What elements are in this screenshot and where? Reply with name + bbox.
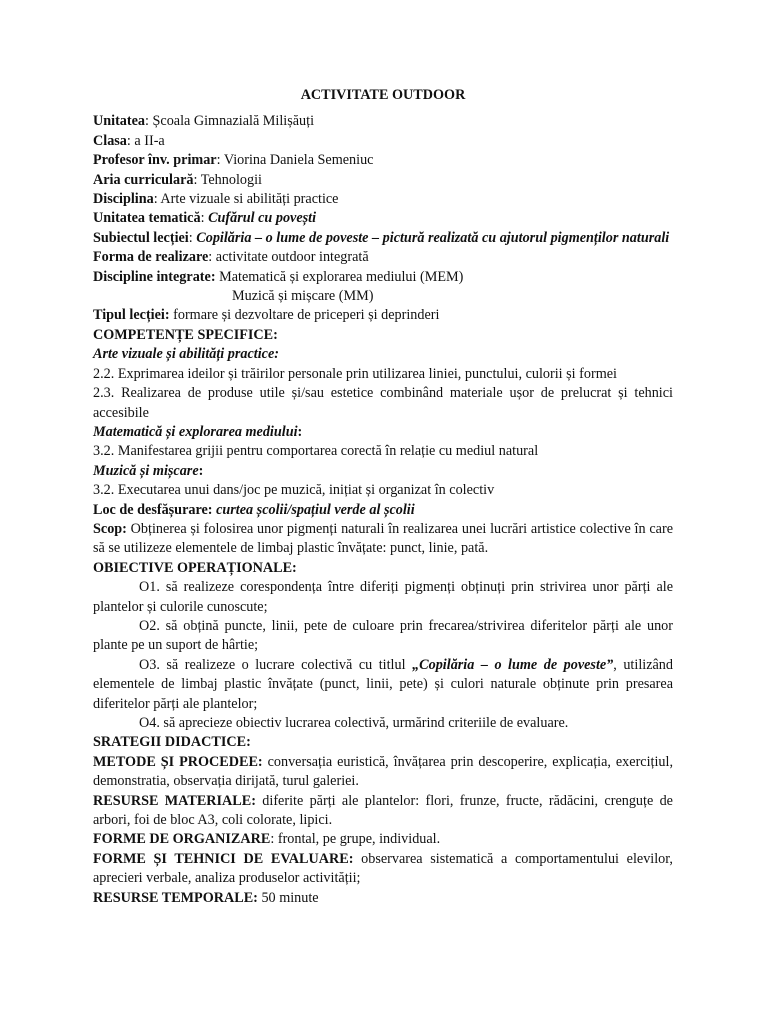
subheading-label: Matematică și explorarea mediului: [93, 423, 298, 440]
field-value: Copilăria – o lume de poveste – pictură realizată cu ajutorul pigmenților naturali: [196, 229, 670, 246]
field-value: : Arte vizuale si abilități practice: [153, 191, 339, 208]
field-metode: [93, 753, 673, 792]
subheading-colon: :: [297, 423, 303, 440]
subheading-mem: [93, 423, 673, 442]
subheading-mm: [93, 462, 673, 481]
field-value: conversația euristică, învățarea prin descoperire, explicația, exercițiul, demonstratia, observația dirijată, turul galeriei.: [93, 753, 673, 790]
field-label: Unitatea: [93, 113, 146, 130]
field-value: diferite părți ale plantelor: flori, frunze, fructe, rădăcini, crenguțe de arbori, foi de bloc A3, coli colorate, lipici.: [93, 792, 673, 829]
objective-text: O3. să realizeze o lucrare colectivă cu titlul: [139, 656, 413, 673]
competenta-3-2-mm: 3.2. Executarea unui dans/joc pe muzică, inițiat și organizat în colectiv: [93, 482, 495, 499]
field-profesor: [93, 151, 673, 170]
objective-o1: O1. să realizeze corespondența între diferiți pigmenți obținuți prin strivirea unor părți ale plantelor și culorile cunoscute;: [93, 579, 673, 615]
field-label: Scop:: [93, 520, 127, 537]
field-label: FORME DE ORGANIZARE: [93, 831, 271, 848]
subheading-arte: Arte vizuale și abilități practice:: [93, 346, 279, 363]
field-value: : activitate outdoor integrată: [208, 249, 369, 266]
field-discipline-integrate-2: Muzică și mișcare (MM): [232, 288, 374, 305]
field-value: curtea școlii/spațiul verde al școlii: [212, 501, 415, 518]
field-resurse-temporale: [93, 889, 673, 908]
objective-o3: [93, 656, 673, 714]
field-disciplina: [93, 190, 673, 209]
field-label: Clasa: [93, 132, 127, 149]
field-value: observarea sistematică a comportamentului elevilor, aprecieri verbale, analiza produselor activității;: [93, 850, 673, 887]
field-forme-evaluare: [93, 850, 673, 889]
field-value: : Viorina Daniela Semeniuc: [216, 152, 374, 169]
field-label: Profesor înv. primar: [93, 152, 217, 169]
field-tipul: [93, 306, 673, 325]
field-value: 50 minute: [257, 889, 319, 906]
field-loc: [93, 501, 673, 520]
field-resurse-materiale: [93, 792, 673, 831]
field-value: : frontal, pe grupe, individual.: [270, 831, 441, 848]
field-unitatea-tematica: [93, 209, 673, 228]
field-value: Matematică și explorarea mediului (MEM): [215, 268, 464, 285]
field-clasa: [93, 132, 673, 151]
objective-o2: O2. să obțină puncte, linii, pete de culoare prin frecarea/strivirea diferitelor părți ale unor plante pe un suport de hârtie;: [93, 617, 673, 654]
field-label: FORME ȘI TEHNICI DE EVALUARE:: [93, 850, 354, 867]
field-label: Loc de desfășurare:: [93, 501, 213, 518]
section-heading-competente: COMPETENȚE SPECIFICE:: [93, 326, 278, 343]
field-label: Unitatea tematică: [93, 210, 201, 227]
field-forme-organizare: [93, 830, 673, 849]
field-label: Subiectul lecției: [93, 229, 189, 246]
field-label: Aria curriculară: [93, 171, 194, 188]
field-value: formare și dezvoltare de priceperi și deprinderi: [169, 307, 440, 324]
field-scop: [93, 520, 673, 559]
field-sep: :: [200, 210, 209, 227]
competenta-2-2: 2.2. Exprimarea ideilor și trăirilor personale prin utilizarea liniei, punctului, culorii și formei: [93, 365, 617, 382]
objective-title: „Copilăria – o lume de poveste”: [412, 656, 614, 673]
field-sep: :: [188, 229, 197, 246]
field-value: Cufărul cu povești: [208, 210, 317, 227]
field-value: : a II-a: [126, 132, 165, 149]
field-value: : Școala Gimnazială Milișăuți: [145, 113, 315, 130]
objective-o4: O4. să aprecieze obiectiv lucrarea colectivă, urmărind criteriile de evaluare.: [139, 715, 569, 731]
competenta-2-3: 2.3. Realizarea de produse utile și/sau estetice combinând materiale ușor de prelucrat și tehnici accesibile: [93, 385, 673, 421]
field-subiectul: [93, 229, 673, 248]
field-label: RESURSE TEMPORALE:: [93, 889, 258, 906]
field-label: METODE ȘI PROCEDEE:: [93, 753, 263, 770]
field-label: Disciplina: [93, 191, 154, 208]
field-label: Tipul lecției:: [93, 307, 170, 324]
document-page: [93, 86, 673, 908]
field-unitatea: [93, 112, 673, 131]
section-heading-obiective: OBIECTIVE OPERAȚIONALE:: [93, 559, 297, 576]
field-aria: [93, 171, 673, 190]
objective-text: , utilizând elementele de limbaj plastic învățate (punct, linii, pete) și culori naturale obținute prin presarea diferitelor părți ale plantelor;: [93, 656, 673, 712]
subheading-colon: :: [198, 462, 204, 479]
section-heading-strategii: SRATEGII DIDACTICE:: [93, 734, 251, 751]
field-label: Forma de realizare: [93, 249, 209, 266]
field-forma: [93, 248, 673, 267]
field-value: : Tehnologii: [193, 171, 262, 188]
competenta-3-2-mem: 3.2. Manifestarea grijii pentru comportarea corectă în relație cu mediul natural: [93, 443, 539, 460]
field-label: Discipline integrate:: [93, 268, 216, 285]
field-discipline-integrate: [93, 268, 673, 287]
field-label: RESURSE MATERIALE:: [93, 792, 256, 809]
subheading-label: Muzică și mișcare: [93, 462, 199, 479]
field-value: Obținerea și folosirea unor pigmenți naturali în realizarea unei lucrări artistice colective în care să se utilizeze elementele de limbaj plastic învățate: punct, linie, pată.: [93, 520, 673, 557]
document-title: ACTIVITATE OUTDOOR: [300, 87, 466, 103]
